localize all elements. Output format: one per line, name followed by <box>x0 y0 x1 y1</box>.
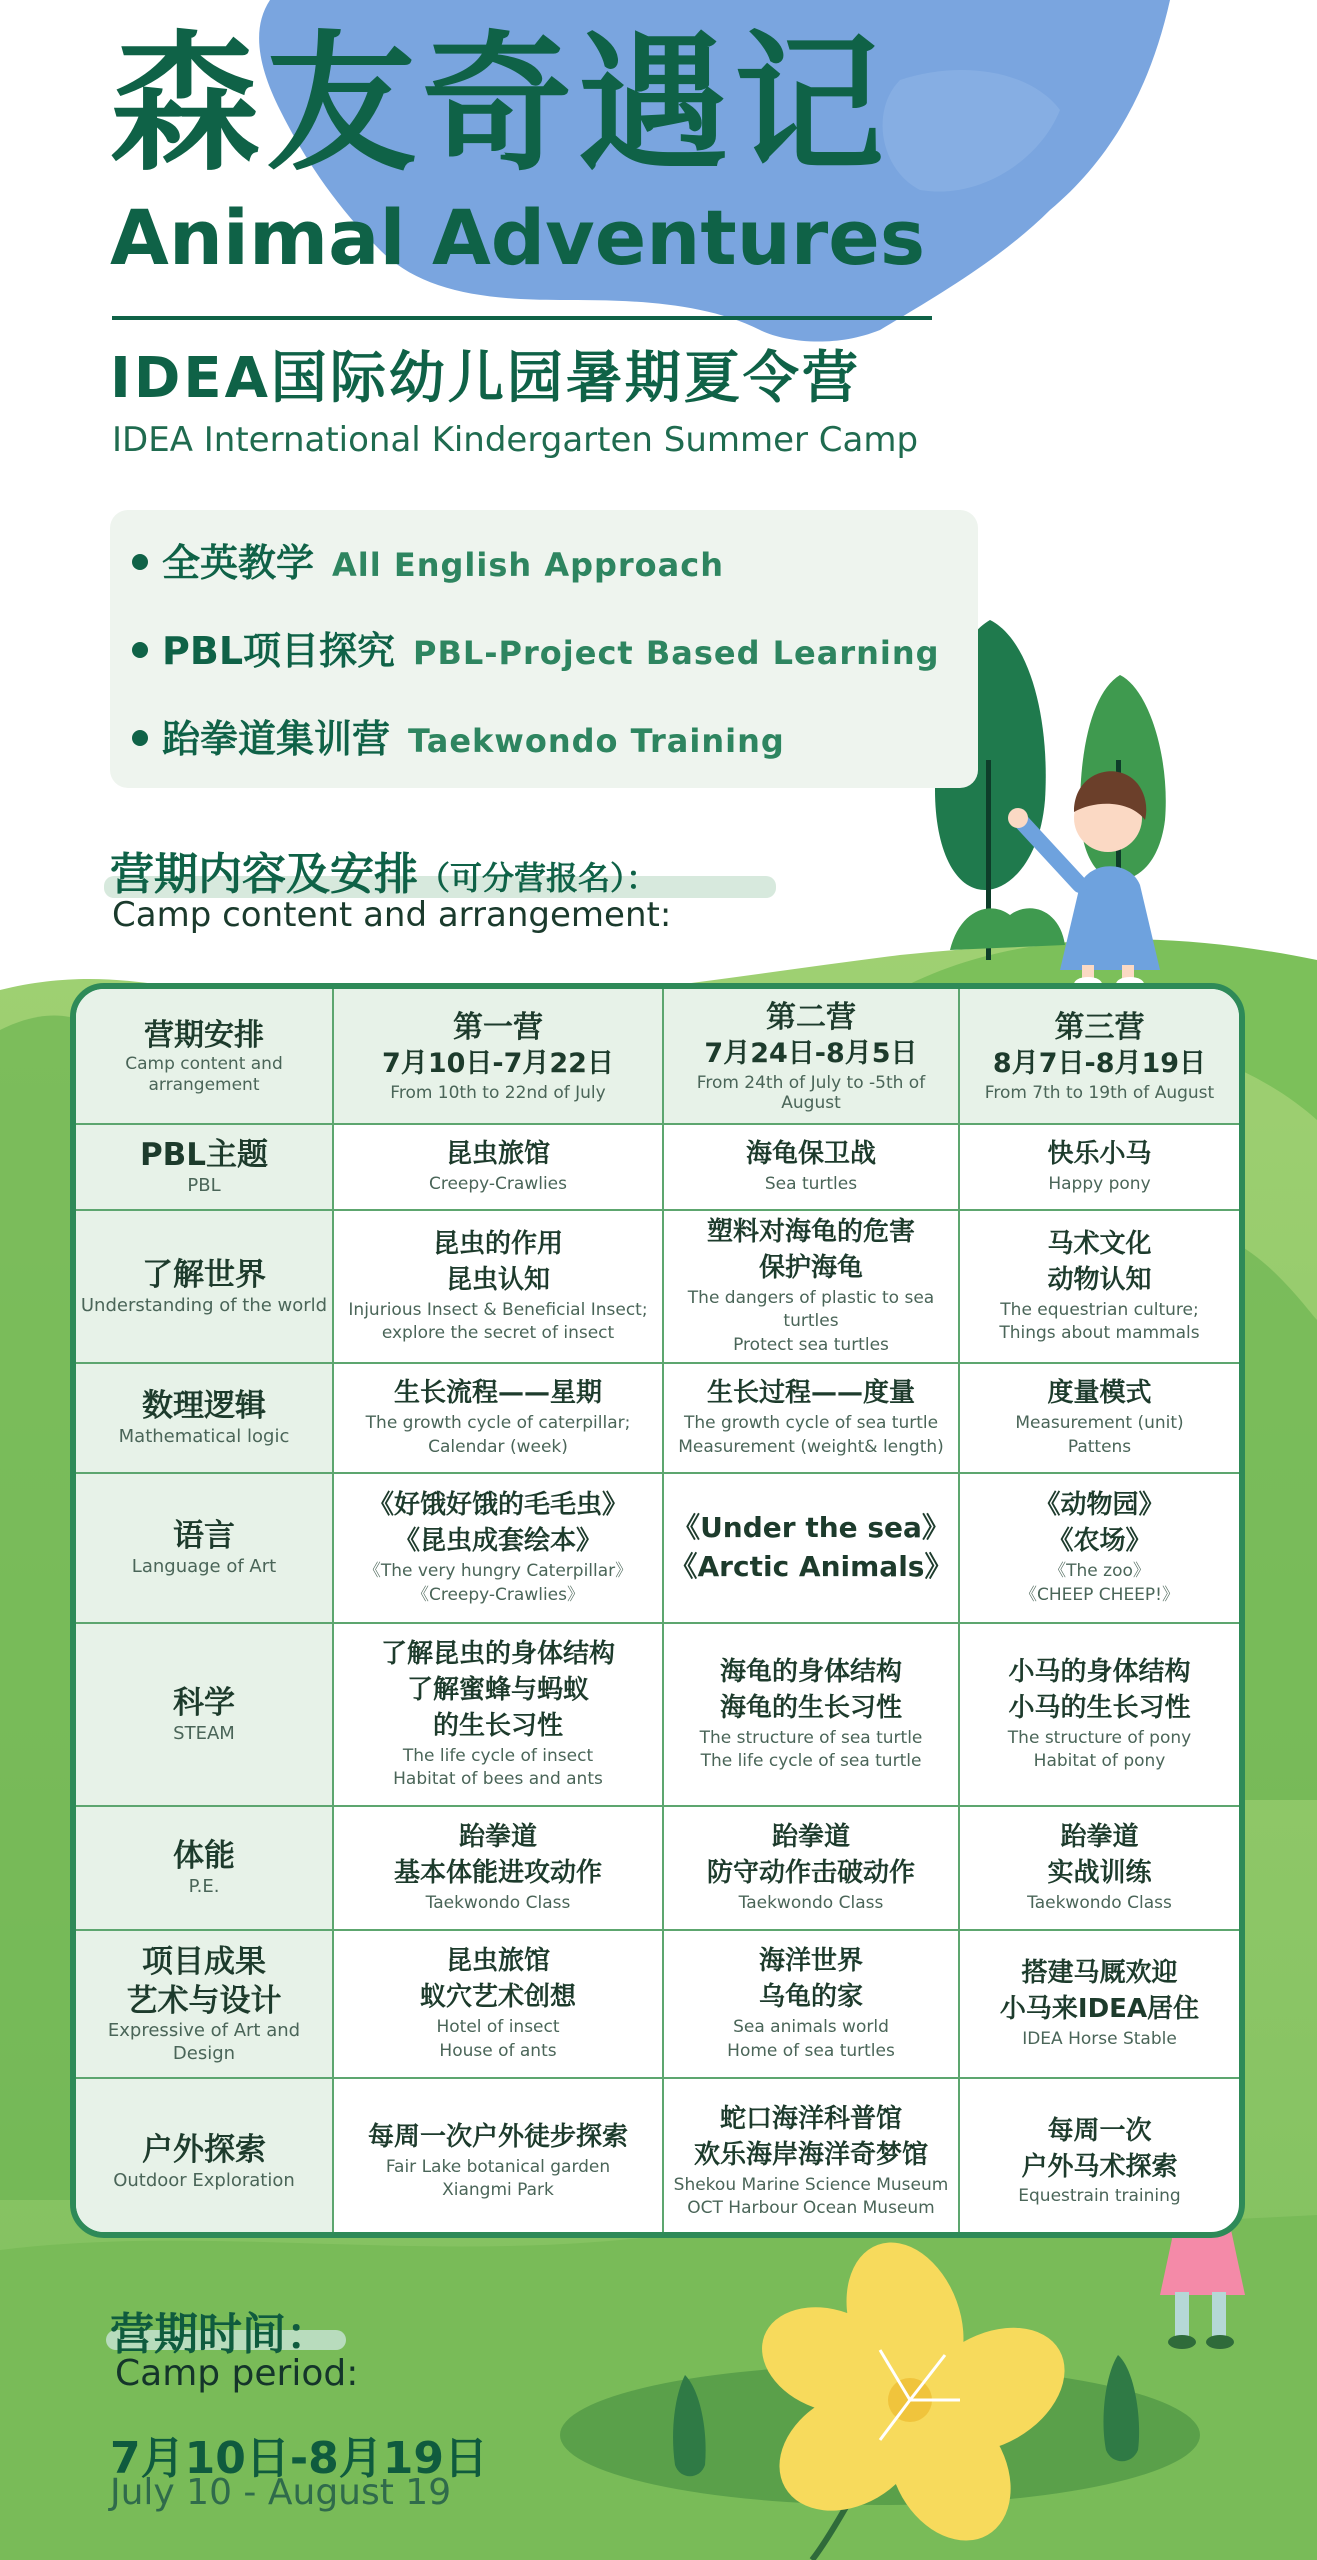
row-label-cell <box>76 1623 333 1806</box>
cell-text-en: The equestrian culture; <box>1000 1299 1199 1320</box>
table-cell <box>663 2078 959 2238</box>
cell-text-en: Measurement (unit) <box>1015 1413 1184 1434</box>
cell-text-en: Taekwondo Class <box>425 1892 571 1913</box>
cell-text-cn: 小马的身体结构 <box>1008 1656 1191 1687</box>
camp-name: 第三营 <box>1054 1009 1145 1045</box>
table-cell <box>333 1363 663 1473</box>
table-row <box>76 1806 1239 1930</box>
cell-text-en: Happy pony <box>1048 1174 1151 1195</box>
cell-text-cn: 搭建马厩欢迎 <box>1021 1958 1178 1989</box>
cell-text-en: Taekwondo Class <box>738 1892 884 1913</box>
schedule-table <box>70 983 1245 2238</box>
cell-text-en: Equestrain training <box>1018 2186 1181 2207</box>
cell-text-en: IDEA Horse Stable <box>1022 2028 1177 2049</box>
camp-dates-en: From 24th of July to -5th of August <box>696 1072 926 1113</box>
cell-text-en: Measurement (weight& length) <box>678 1436 944 1457</box>
row-label-en: STEAM <box>173 1722 235 1744</box>
cell-text-en: 《The zoo》 <box>1049 1561 1150 1582</box>
table-cell <box>959 2078 1239 2238</box>
cell-text-cn: 实战训练 <box>1047 1858 1152 1889</box>
feature-label-en: Taekwondo Training <box>408 722 785 760</box>
cell-text-en: Protect sea turtles <box>733 1335 889 1356</box>
row-label-cn: 体能 <box>173 1838 235 1875</box>
camp-dates-en: From 7th to 19th of August <box>984 1082 1215 1103</box>
cell-text-cn: 海洋世界 <box>758 1946 863 1977</box>
header-label-cell <box>76 989 333 1124</box>
camp-header-cell <box>333 989 663 1124</box>
cell-text-en: Sea turtles <box>764 1174 858 1195</box>
cell-text-cn: 动物认知 <box>1047 1264 1152 1295</box>
cell-text-en: explore the secret of insect <box>381 1323 615 1344</box>
schedule-grid <box>76 989 1239 2238</box>
row-label-cell <box>76 1210 333 1363</box>
section-title-chinese <box>110 838 658 902</box>
cell-text-cn: 《Under the sea》 <box>672 1511 950 1545</box>
row-label-en: P.E. <box>188 1876 220 1898</box>
camp-dates: 7月10日-7月22日 <box>382 1048 614 1080</box>
cell-text-cn: 海龟保卫战 <box>745 1139 876 1170</box>
camp-period-label-en: Camp period: <box>115 2353 359 2394</box>
cell-text-en: The growth cycle of caterpillar; <box>365 1413 631 1434</box>
cell-text-cn: 乌龟的家 <box>758 1982 863 2013</box>
cell-text-cn: 欢乐海岸海洋奇梦馆 <box>693 2139 928 2170</box>
cell-text-cn: 昆虫旅馆 <box>445 1946 550 1977</box>
cell-text-cn: 《好饿好饿的毛毛虫》 <box>367 1490 628 1521</box>
cell-text-cn: 蚁穴艺术创想 <box>419 1982 576 2013</box>
cell-text-en: 《Creepy-Crawlies》 <box>411 1584 585 1605</box>
cell-text-en: The structure of sea turtle <box>699 1727 923 1748</box>
table-row <box>76 2078 1239 2238</box>
table-cell <box>663 1806 959 1930</box>
cell-text-en: The life cycle of insect <box>402 1745 594 1766</box>
cell-text-en: 《CHEEP CHEEP!》 <box>1020 1584 1179 1605</box>
bullet-icon <box>132 730 148 746</box>
cell-text-cn: 昆虫认知 <box>445 1264 550 1295</box>
camp-dates: 7月24日-8月5日 <box>704 1038 918 1070</box>
header-label-en: Camp content and arrangement <box>125 1054 283 1095</box>
cell-text-en: Habitat of pony <box>1033 1751 1166 1772</box>
table-cell <box>333 1473 663 1623</box>
camp-name: 第一营 <box>453 1009 543 1045</box>
table-cell <box>959 1124 1239 1210</box>
cell-text-en: Pattens <box>1067 1436 1132 1457</box>
cell-text-cn: 生长流程——星期 <box>393 1378 602 1409</box>
cell-text-cn: 小马的生长习性 <box>1008 1692 1191 1723</box>
cell-text-en: Injurious Insect & Beneficial Insect; <box>348 1299 648 1320</box>
camp-dates-cn: 7月10日-8月19日 <box>110 2433 488 2484</box>
cell-text-cn: 《动物园》 <box>1034 1490 1165 1521</box>
feature-item <box>132 708 785 763</box>
features-box <box>110 510 978 788</box>
cell-text-en: OCT Harbour Ocean Museum <box>687 2198 935 2219</box>
cell-text-cn: 基本体能进攻动作 <box>393 1858 602 1889</box>
bullet-icon <box>132 554 148 570</box>
table-cell <box>959 1473 1239 1623</box>
table-row <box>76 1124 1239 1210</box>
row-label-cn: 语言 <box>173 1518 235 1555</box>
row-label-cell <box>76 1363 333 1473</box>
section-title-main: 营期内容及安排 <box>110 849 418 900</box>
cell-text-en: The growth cycle of sea turtle <box>683 1413 939 1434</box>
cell-text-en: The structure of pony <box>1007 1727 1192 1748</box>
camp-dates-en: From 10th to 22nd of July <box>390 1082 606 1103</box>
cell-text-en: Xiangmi Park <box>442 2180 554 2201</box>
table-cell <box>959 1363 1239 1473</box>
cell-text-en: Sea animals world <box>733 2017 889 2038</box>
feature-label-cn: 跆拳道集训营 <box>162 717 391 761</box>
subtitle-english: IDEA International Kindergarten Summer Camp <box>112 420 919 460</box>
row-label-cn: 项目成果 <box>142 1943 266 1980</box>
section-title-note: （可分营报名）： <box>418 859 659 897</box>
cell-text-cn: 昆虫的作用 <box>432 1228 563 1259</box>
table-cell <box>663 1124 959 1210</box>
cell-text-en: Fair Lake botanical garden <box>385 2156 611 2177</box>
row-label-cell <box>76 2078 333 2238</box>
feature-label-en: All English Approach <box>332 546 724 584</box>
table-cell <box>959 1623 1239 1806</box>
cell-text-cn: 的生长习性 <box>432 1710 563 1741</box>
table-cell <box>663 1623 959 1806</box>
cell-text-cn: 防守动作击破动作 <box>706 1858 915 1889</box>
cell-text-cn: 每周一次 <box>1047 2115 1152 2146</box>
cell-text-en: House of ants <box>439 2040 557 2061</box>
cell-text-cn: 了解蜜蜂与蚂蚁 <box>406 1674 589 1705</box>
title-english: Animal Adventures <box>110 193 926 282</box>
row-label-en: Language of Art <box>131 1556 277 1578</box>
section-title-english: Camp content and arrangement: <box>112 895 672 935</box>
row-label-cell <box>76 1806 333 1930</box>
cell-text-cn: 马术文化 <box>1047 1228 1152 1259</box>
cell-text-cn: 《昆虫成套绘本》 <box>393 1526 602 1557</box>
cell-text-cn: 每周一次户外徒步探索 <box>367 2121 628 2152</box>
table-row <box>76 1210 1239 1363</box>
cell-text-cn: 《农场》 <box>1047 1526 1152 1557</box>
table-cell <box>333 1930 663 2078</box>
cell-text-cn: 海龟的生长习性 <box>719 1692 902 1723</box>
table-cell <box>959 1930 1239 2078</box>
row-label-cell <box>76 1930 333 2078</box>
feature-label-cn: PBL项目探究 <box>162 629 396 673</box>
row-label-cn: 数理逻辑 <box>142 1388 266 1425</box>
table-row <box>76 1930 1239 2078</box>
table-cell <box>333 2078 663 2238</box>
title-chinese: 森友奇遇记 <box>110 18 891 192</box>
cell-text-cn: 《Arctic Animals》 <box>669 1550 953 1583</box>
row-label-en: Outdoor Exploration <box>113 2169 295 2191</box>
bullet-icon <box>132 642 148 658</box>
cell-text-cn: 塑料对海龟的危害 <box>706 1216 915 1247</box>
table-row <box>76 1363 1239 1473</box>
row-label-cn: 了解世界 <box>142 1256 266 1293</box>
row-label-cn: 艺术与设计 <box>126 1982 282 2019</box>
cell-text-en: The dangers of plastic to sea turtles <box>687 1287 935 1332</box>
cell-text-cn: 海龟的身体结构 <box>719 1656 902 1687</box>
table-cell <box>333 1623 663 1806</box>
row-label-en: Expressive of Art and Design <box>107 2020 301 2064</box>
table-cell <box>333 1124 663 1210</box>
table-cell <box>333 1210 663 1363</box>
title-divider <box>112 316 932 320</box>
cell-text-cn: 小马来IDEA居住 <box>999 1994 1200 2025</box>
cell-text-en: Calendar (week) <box>428 1436 568 1457</box>
cell-text-cn: 保护海龟 <box>758 1252 863 1283</box>
feature-item <box>132 620 940 675</box>
cell-text-cn: 快乐小马 <box>1047 1139 1152 1170</box>
cell-text-cn: 度量模式 <box>1047 1378 1152 1409</box>
cell-text-cn: 昆虫旅馆 <box>445 1139 550 1170</box>
cell-text-cn: 跆拳道 <box>1060 1822 1139 1853</box>
table-cell <box>959 1806 1239 1930</box>
row-label-en: PBL <box>187 1175 221 1197</box>
cell-text-cn: 生长过程——度量 <box>706 1378 915 1409</box>
cell-text-en: Habitat of bees and ants <box>393 1769 603 1790</box>
camp-dates: 8月7日-8月19日 <box>992 1048 1207 1080</box>
row-label-cn: PBL主题 <box>139 1137 269 1174</box>
cell-text-en: Home of sea turtles <box>727 2040 895 2061</box>
cell-text-en: The life cycle of sea turtle <box>700 1751 922 1772</box>
cell-text-en: Taekwondo Class <box>1027 1892 1172 1913</box>
row-label-cell <box>76 1473 333 1623</box>
table-cell <box>333 1806 663 1930</box>
cell-text-en: Shekou Marine Science Museum <box>673 2174 949 2195</box>
cell-text-en: 《The very hungry Caterpillar》 <box>363 1561 633 1582</box>
cell-text-cn: 了解昆虫的身体结构 <box>380 1638 615 1669</box>
cell-text-en: Hotel of insect <box>436 2017 560 2038</box>
table-header-row <box>76 989 1239 1124</box>
cell-text-cn: 跆拳道 <box>458 1822 537 1853</box>
feature-label-cn: 全英教学 <box>162 541 315 585</box>
cell-text-cn: 跆拳道 <box>771 1822 850 1853</box>
row-label-en: Mathematical logic <box>118 1426 290 1448</box>
cell-text-cn: 蛇口海洋科普馆 <box>719 2103 902 2134</box>
row-label-cell <box>76 1124 333 1210</box>
table-cell <box>663 1473 959 1623</box>
feature-item <box>132 532 724 587</box>
camp-period-label-cn: 营期时间： <box>110 2309 330 2360</box>
row-label-en: Understanding of the world <box>80 1294 328 1316</box>
table-cell <box>663 1363 959 1473</box>
camp-name: 第二营 <box>766 999 856 1035</box>
row-label-cn: 户外探索 <box>142 2131 266 2168</box>
cell-text-cn: 户外马术探索 <box>1021 2151 1178 2182</box>
table-cell <box>959 1210 1239 1363</box>
camp-dates-en: July 10 - August 19 <box>110 2472 452 2513</box>
feature-label-en: PBL-Project Based Learning <box>413 634 940 672</box>
camp-header-cell <box>663 989 959 1124</box>
table-cell <box>663 1930 959 2078</box>
table-row <box>76 1473 1239 1623</box>
header-label-cn: 营期安排 <box>144 1017 264 1053</box>
subtitle-chinese: IDEA国际幼儿园暑期夏令营 <box>110 346 861 411</box>
table-cell <box>663 1210 959 1363</box>
table-row <box>76 1623 1239 1806</box>
row-label-cn: 科学 <box>173 1684 235 1721</box>
cell-text-en: Things about mammals <box>999 1323 1200 1344</box>
camp-header-cell <box>959 989 1239 1124</box>
cell-text-en: Creepy-Crawlies <box>428 1174 568 1195</box>
